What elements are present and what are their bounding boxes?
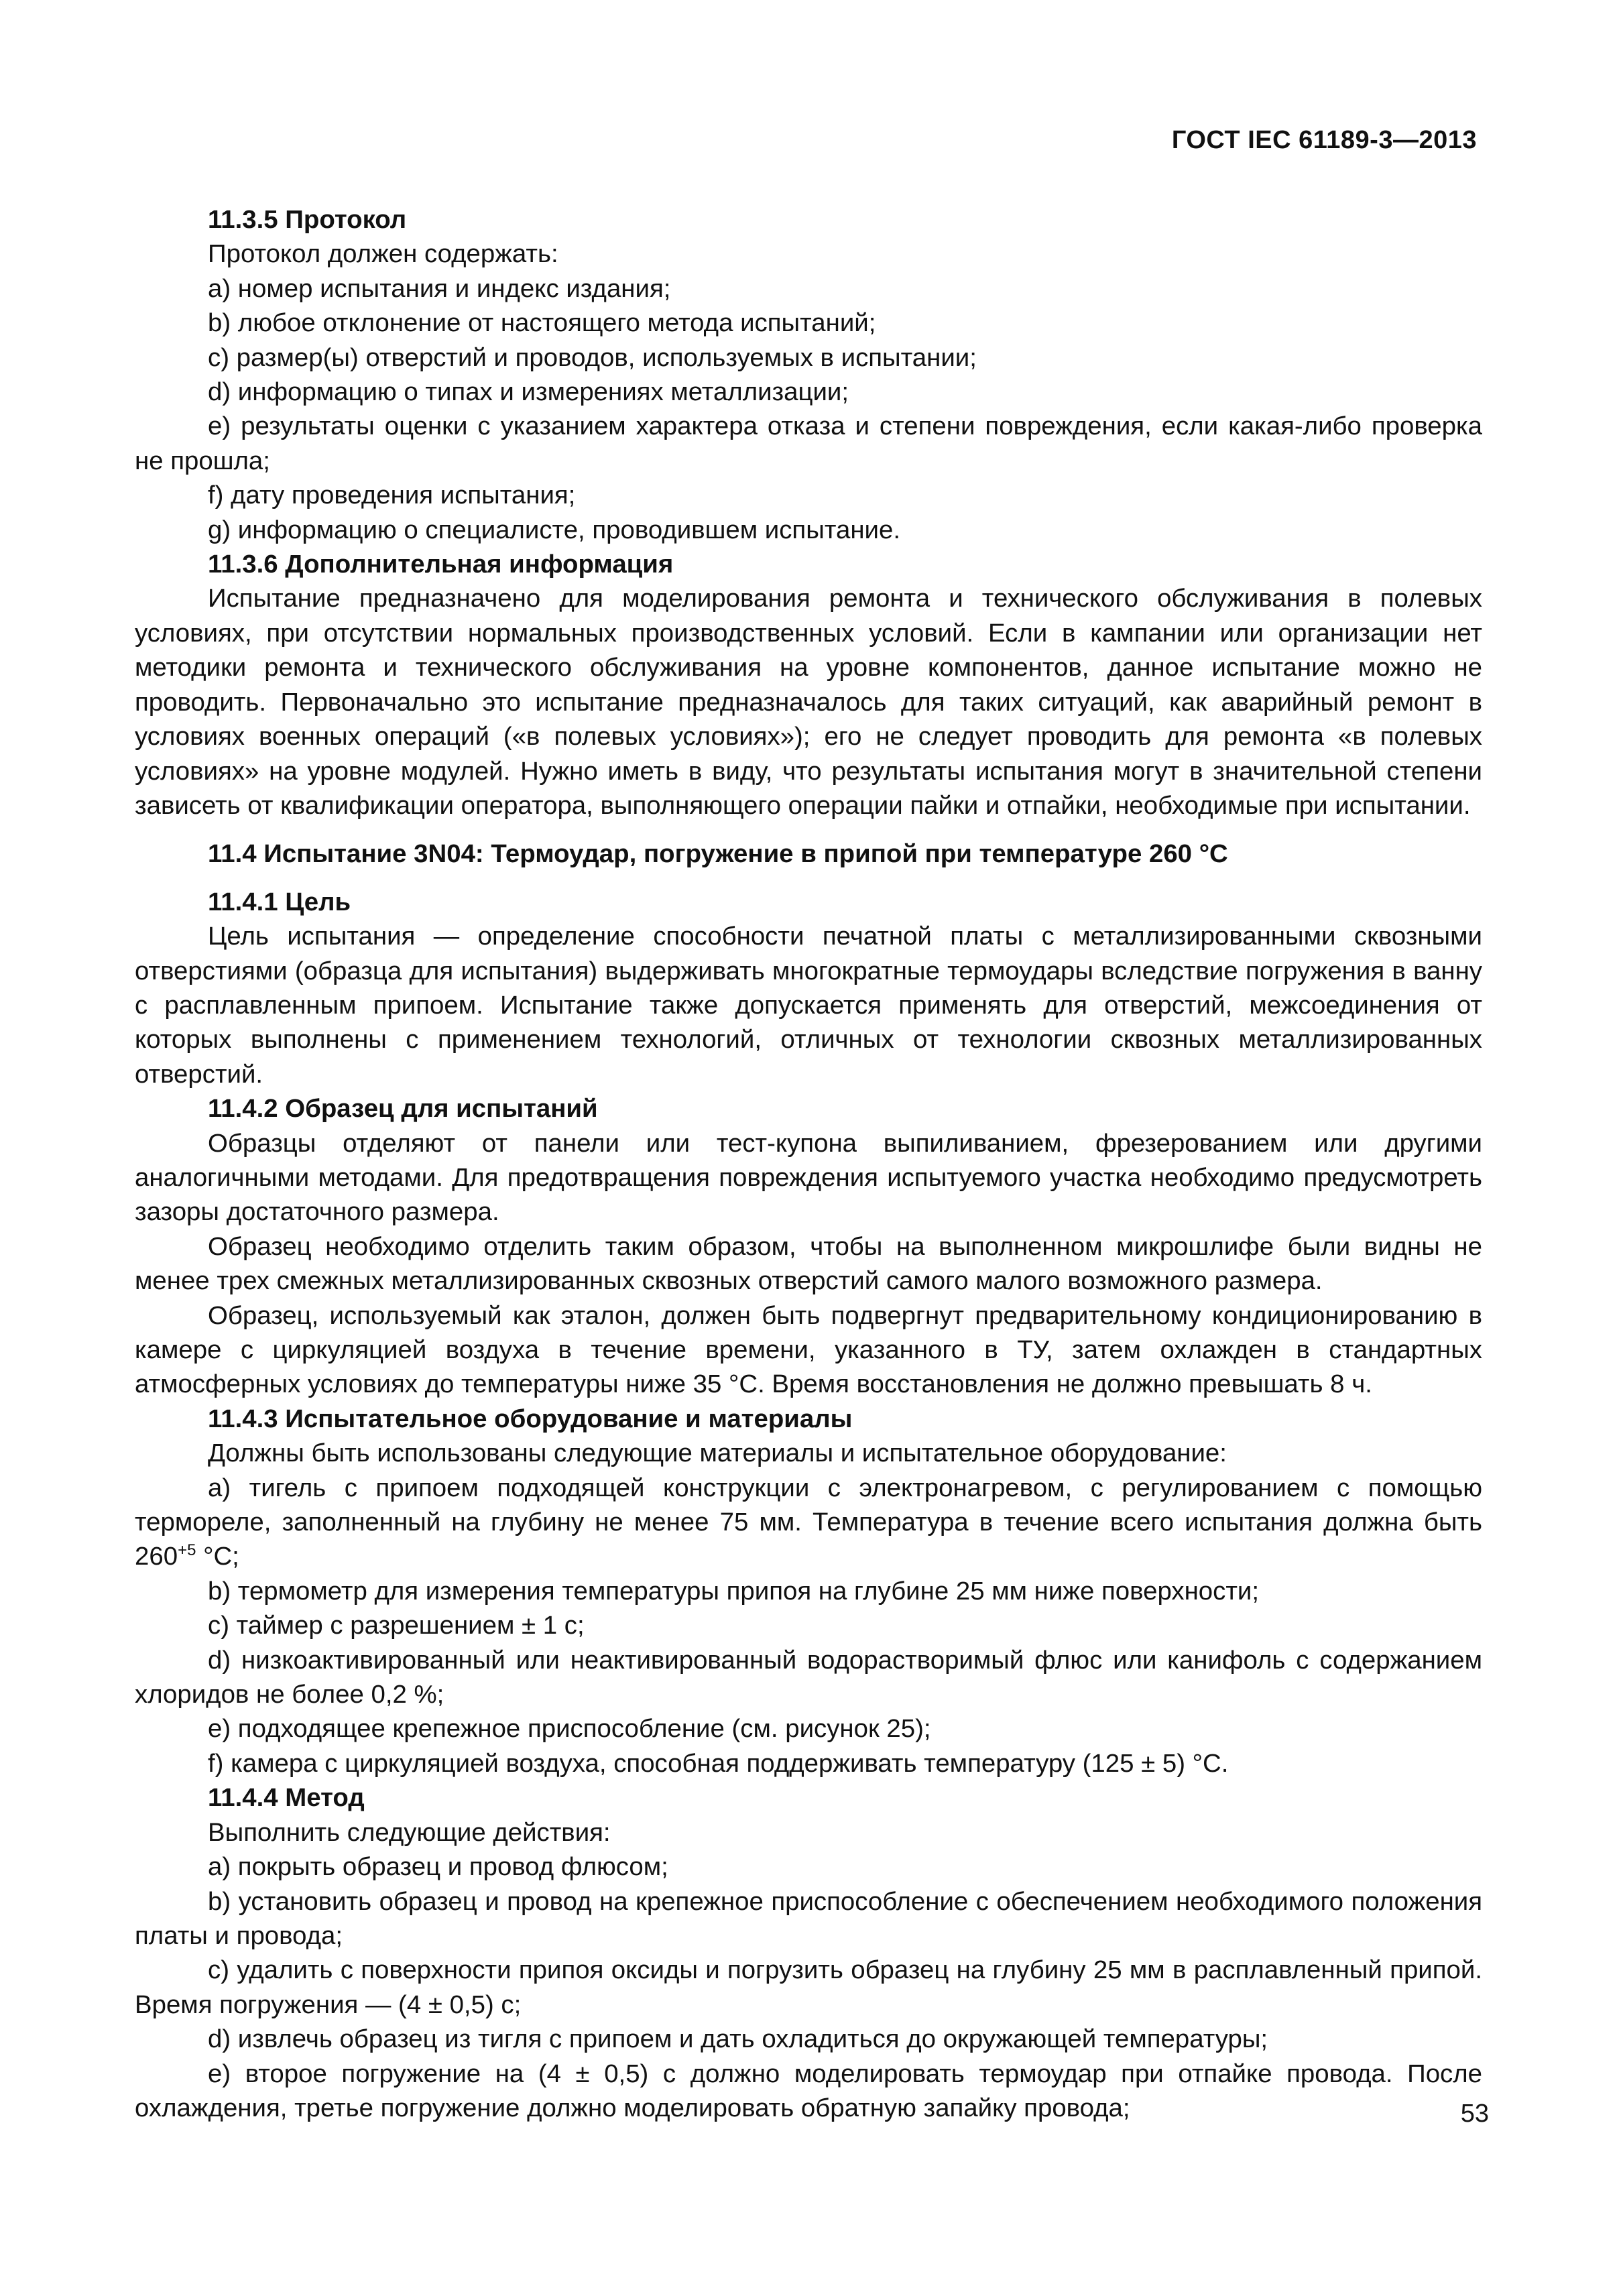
- list-item: c) удалить с поверхности припоя оксиды и погрузить образец на глубину 25 мм в расплавленный припой. Время погружения — (4 ± 0,5) с;: [135, 1955, 1482, 2019]
- list-item: e) результаты оценки с указанием характера отказа и степени повреждения, если какая-либо проверка не прошла;: [135, 412, 1482, 475]
- list-item: d) низкоактивированный или неактивированный водорастворимый флюс или канифоль с содержанием хлоридов не более 0,2 %;: [135, 1645, 1482, 1709]
- list-item: d) информацию о типах и измерениях металлизации;: [208, 377, 849, 407]
- paragraph: Образцы отделяют от панели или тест-купона выпиливанием, фрезерованием или другими аналогичными методами. Для предотвращения повреждения испытуемого участка необходимо предусмотреть зазоры достаточного размера.: [135, 1128, 1482, 1227]
- list-item: g) информацию о специалисте, проводившем испытание.: [208, 515, 900, 544]
- section-11-4-4-title: 11.4.4 Метод: [208, 1783, 365, 1813]
- section-11-3-6-title: 11.3.6 Дополнительная информация: [208, 550, 674, 579]
- list-item: f) камера с циркуляцией воздуха, способная поддерживать температуру (125 ± 5) °С.: [208, 1748, 1229, 1778]
- paragraph: Образец, используемый как эталон, должен быть подвергнут предварительному кондиционированию в камере с циркуляцией воздуха в течение времени, указанного в ТУ, затем охлажден в стандартных атмосферных условиях до температуры ниже 35 °С. Время восстановления не должно превышать 8 ч.: [135, 1301, 1482, 1399]
- document-body: [135, 202, 1482, 2125]
- section-11-4-3-title: 11.4.3 Испытательное оборудование и материалы: [208, 1404, 853, 1433]
- section-11-4-3-intro: Должны быть использованы следующие материалы и испытательное оборудование:: [208, 1439, 1227, 1468]
- list-item: e) второе погружение на (4 ± 0,5) с должно моделировать термоудар при отпайке провода. После охлаждения, третье погружение должно моделировать обратную запайку провода;: [135, 2059, 1482, 2122]
- list-item: b) установить образец и провод на крепежное приспособление с обеспечением необходимого положения платы и провода;: [135, 1886, 1482, 1950]
- section-11-3-5-intro: Протокол должен содержать:: [208, 239, 558, 269]
- list-item: a) номер испытания и индекс издания;: [208, 274, 671, 303]
- section-11-4-2-title: 11.4.2 Образец для испытаний: [208, 1094, 598, 1124]
- list-item: c) таймер с разрешением ± 1 с;: [208, 1611, 585, 1640]
- section-11-4-1-title: 11.4.1 Цель: [208, 887, 351, 916]
- section-11-3-6-text: Испытание предназначено для моделирования ремонта и технического обслуживания в полевых условиях, при отсутствии нормальных производственных условий. Если в кампании или организации нет методики ремонта и технического обслуживания на уровне компонентов, данное испытание можно не проводить. Первоначально это испытание предназначалось для таких ситуаций, как аварийный ремонт в условиях военных операций («в полевых условиях»); его не следует проводить для ремонта «в полевых условиях» на уровне модулей. Нужно иметь в виду, что результаты испытания могут в значительной степени зависеть от квалификации оператора, выполняющего операции пайки и отпайки, необходимые при испытании.: [135, 584, 1482, 820]
- section-11-4-1-text: Цель испытания — определение способности печатной платы с металлизированными сквозными отверстиями (образца для испытания) выдерживать многократные термоудары вследствие погружения в ванну с расплавленным припоем. Испытание также допускается применять для отверстий, межсоединения от которых выполнены с применением технологий, отличных от технологии сквозных металлизированных отверстий.: [135, 922, 1482, 1089]
- item-a-text: a) тигель с припоем подходящей конструкции с электронагревом, с регулированием с помощью термореле, заполненный на глубину не менее 75 мм. Температура в течение всего испытания должна быть: [135, 1473, 1482, 1537]
- list-item: d) извлечь образец из тигля с припоем и дать охладиться до окружающей температуры;: [208, 2025, 1268, 2054]
- item-a-unit: °С;: [196, 1542, 239, 1571]
- list-item: c) размер(ы) отверстий и проводов, используемых в испытании;: [208, 343, 977, 372]
- section-11-4-4-intro: Выполнить следующие действия:: [208, 1817, 611, 1847]
- document-header: ГОСТ IEC 61189-3—2013: [1171, 126, 1477, 154]
- list-item: [135, 1471, 1482, 1574]
- paragraph: Образец необходимо отделить таким образом, чтобы на выполненном микрошлифе были видны не менее трех смежных металлизированных сквозных отверстий самого малого возможного размера.: [135, 1231, 1482, 1296]
- section-11-3-5-title: 11.3.5 Протокол: [208, 205, 407, 234]
- item-a-temp: 260: [135, 1542, 178, 1571]
- item-a-tolerance: +5: [178, 1541, 196, 1560]
- list-item: f) дату проведения испытания;: [208, 481, 576, 510]
- list-item: b) термометр для измерения температуры припоя на глубине 25 мм ниже поверхности;: [208, 1576, 1260, 1606]
- list-item: a) покрыть образец и провод флюсом;: [208, 1852, 668, 1882]
- section-11-4-title: 11.4 Испытание 3N04: Термоудар, погружение в припой при температуре 260 °С: [208, 839, 1228, 869]
- list-item: b) любое отклонение от настоящего метода испытаний;: [208, 308, 876, 338]
- list-item: e) подходящее крепежное приспособление (см. рисунок 25);: [208, 1714, 931, 1744]
- page-number: 53: [1460, 2100, 1489, 2128]
